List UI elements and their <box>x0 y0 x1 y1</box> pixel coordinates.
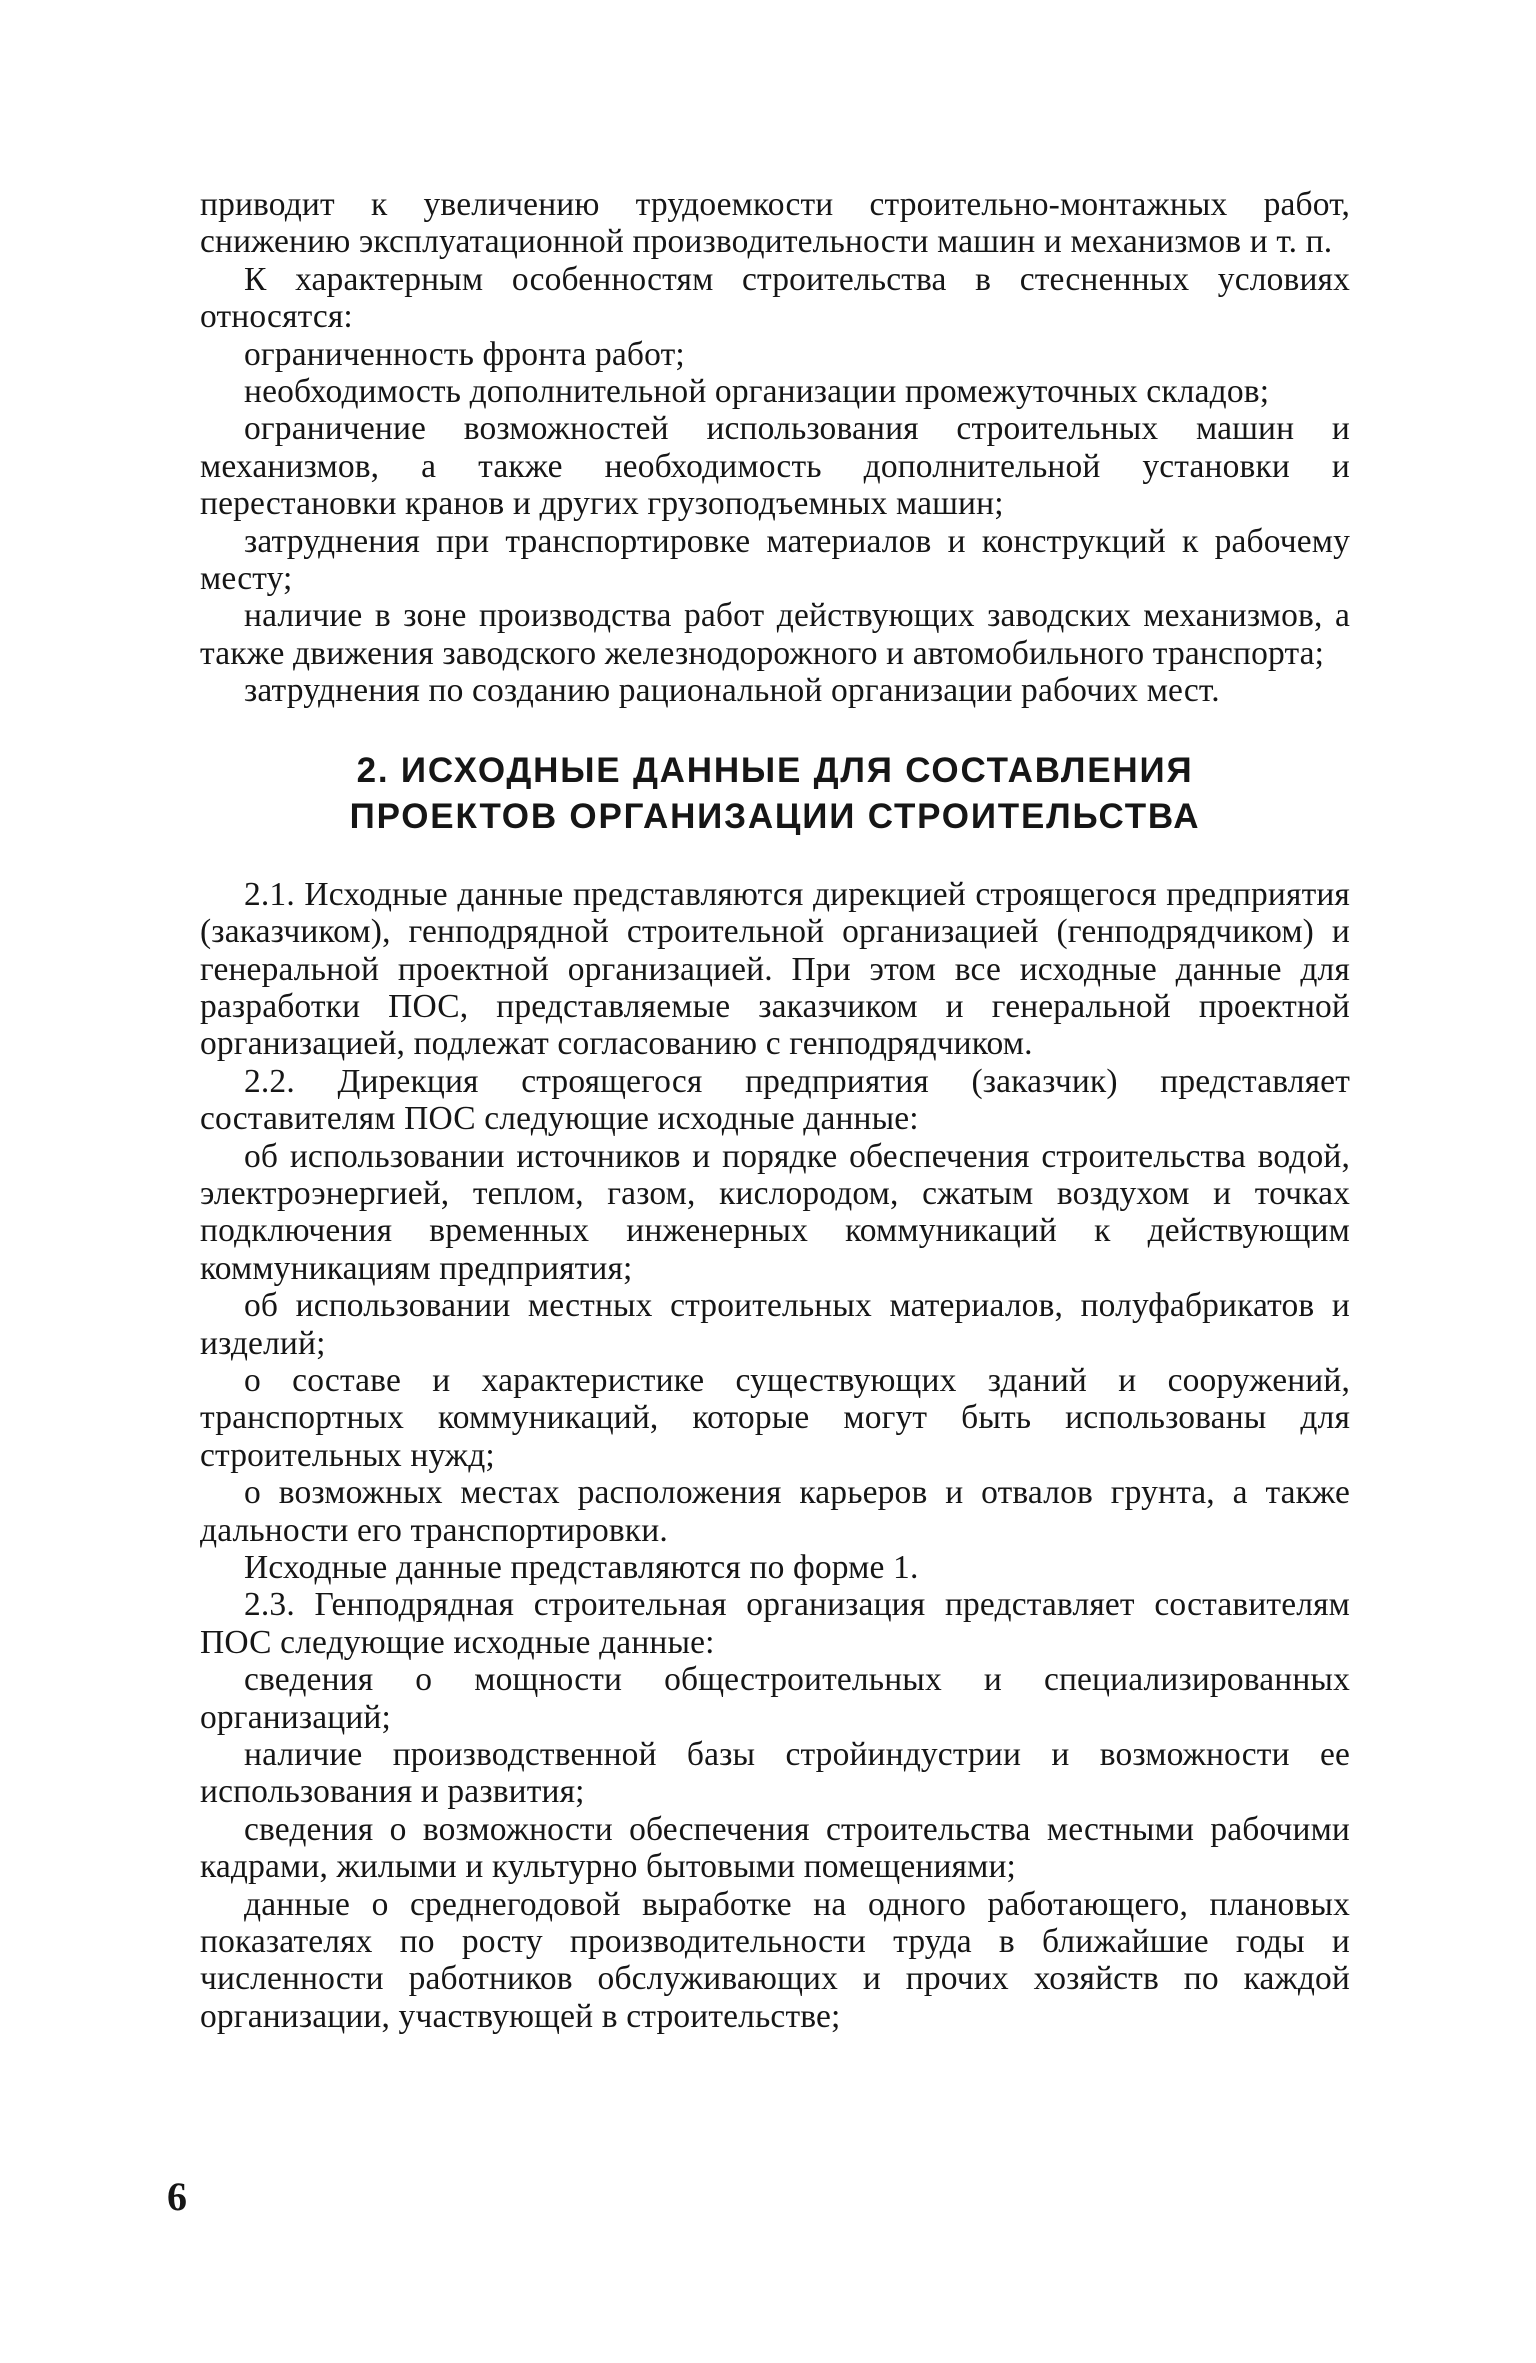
list-item: наличие производственной базы стройиндустрии и возможности ее использования и развития; <box>200 1736 1350 1811</box>
list-item: наличие в зоне производства работ действующих заводских механизмов, а также движения заводского железнодорожного и автомобильного транспорта; <box>200 597 1350 672</box>
intro-paragraph-continuation: приводит к увеличению трудоемкости строительно-монтажных работ, снижению эксплуатационной производительности машин и механизмов и т. п. <box>200 186 1350 261</box>
list-item: необходимость дополнительной организации промежуточных складов; <box>244 373 1270 411</box>
list-item: о возможных местах расположения карьеров и отвалов грунта, а также дальности его транспортировки. <box>200 1474 1350 1549</box>
list-item: ограниченность фронта работ; <box>244 335 685 373</box>
list-item: затруднения по созданию рациональной организации рабочих мест. <box>244 672 1220 710</box>
document-page <box>200 186 1350 2035</box>
list-item: об использовании местных строительных материалов, полуфабрикатов и изделий; <box>200 1287 1350 1362</box>
clause-2-3: 2.3. Генподрядная строительная организация представляет составителям ПОС следующие исходные данные: <box>200 1586 1350 1661</box>
list-item: сведения о возможности обеспечения строительства местными рабочими кадрами, жилыми и культурно бытовыми помещениями; <box>200 1810 1350 1886</box>
list-item: сведения о мощности общестроительных и специализированных организаций; <box>200 1661 1350 1736</box>
list-item: об использовании источников и порядке обеспечения строительства водой, электроэнергией, теплом, газом, кислородом, сжатым воздухом и точках подключения временных инженерных коммуникаций к действующим коммуникациям предприятия; <box>200 1137 1350 1287</box>
form-note: Исходные данные представляются по форме 1. <box>244 1549 919 1586</box>
list-item: затруднения при транспортировке материалов и конструкций к рабочему месту; <box>200 522 1350 598</box>
list-item: о составе и характеристике существующих зданий и сооружений, транспортных коммуникаций, которые могут быть использованы для строительных нужд; <box>200 1361 1350 1474</box>
page-number: 6 <box>167 2174 187 2219</box>
section-heading-line-2: ПРОЕКТОВ ОРГАНИЗАЦИИ СТРОИТЕЛЬСТВА <box>349 796 1201 836</box>
section-heading-line-1: 2. ИСХОДНЫЕ ДАННЫЕ ДЛЯ СОСТАВЛЕНИЯ <box>356 750 1194 790</box>
clause-2-1: 2.1. Исходные данные представляются дирекцией строящегося предприятия (заказчиком), генподрядной строительной организацией (генподрядчиком) и генеральной проектной организацией. При этом все исходные данные для разработки ПОС, представляемые заказчиком и генеральной проектной организацией, подлежат согласованию с генподрядчиком. <box>200 875 1350 1063</box>
list-item: данные о среднегодовой выработке на одного работающего, плановых показателях по росту производительности труда в ближайшие годы и численности работников обслуживающих и прочих хозяйств по каждой организации, участвующей в строительстве; <box>200 1885 1350 2035</box>
clause-2-2: 2.2. Дирекция строящегося предприятия (заказчик) представляет составителям ПОС следующие исходные данные: <box>200 1062 1350 1138</box>
list-item: ограничение возможностей использования строительных машин и механизмов, а также необходимость дополнительной установки и перестановки кранов и других грузоподъемных машин; <box>200 410 1350 523</box>
section-heading <box>200 748 1350 840</box>
intro-paragraph-features: К характерным особенностям строительства в стесненных условиях относятся: <box>200 260 1350 336</box>
